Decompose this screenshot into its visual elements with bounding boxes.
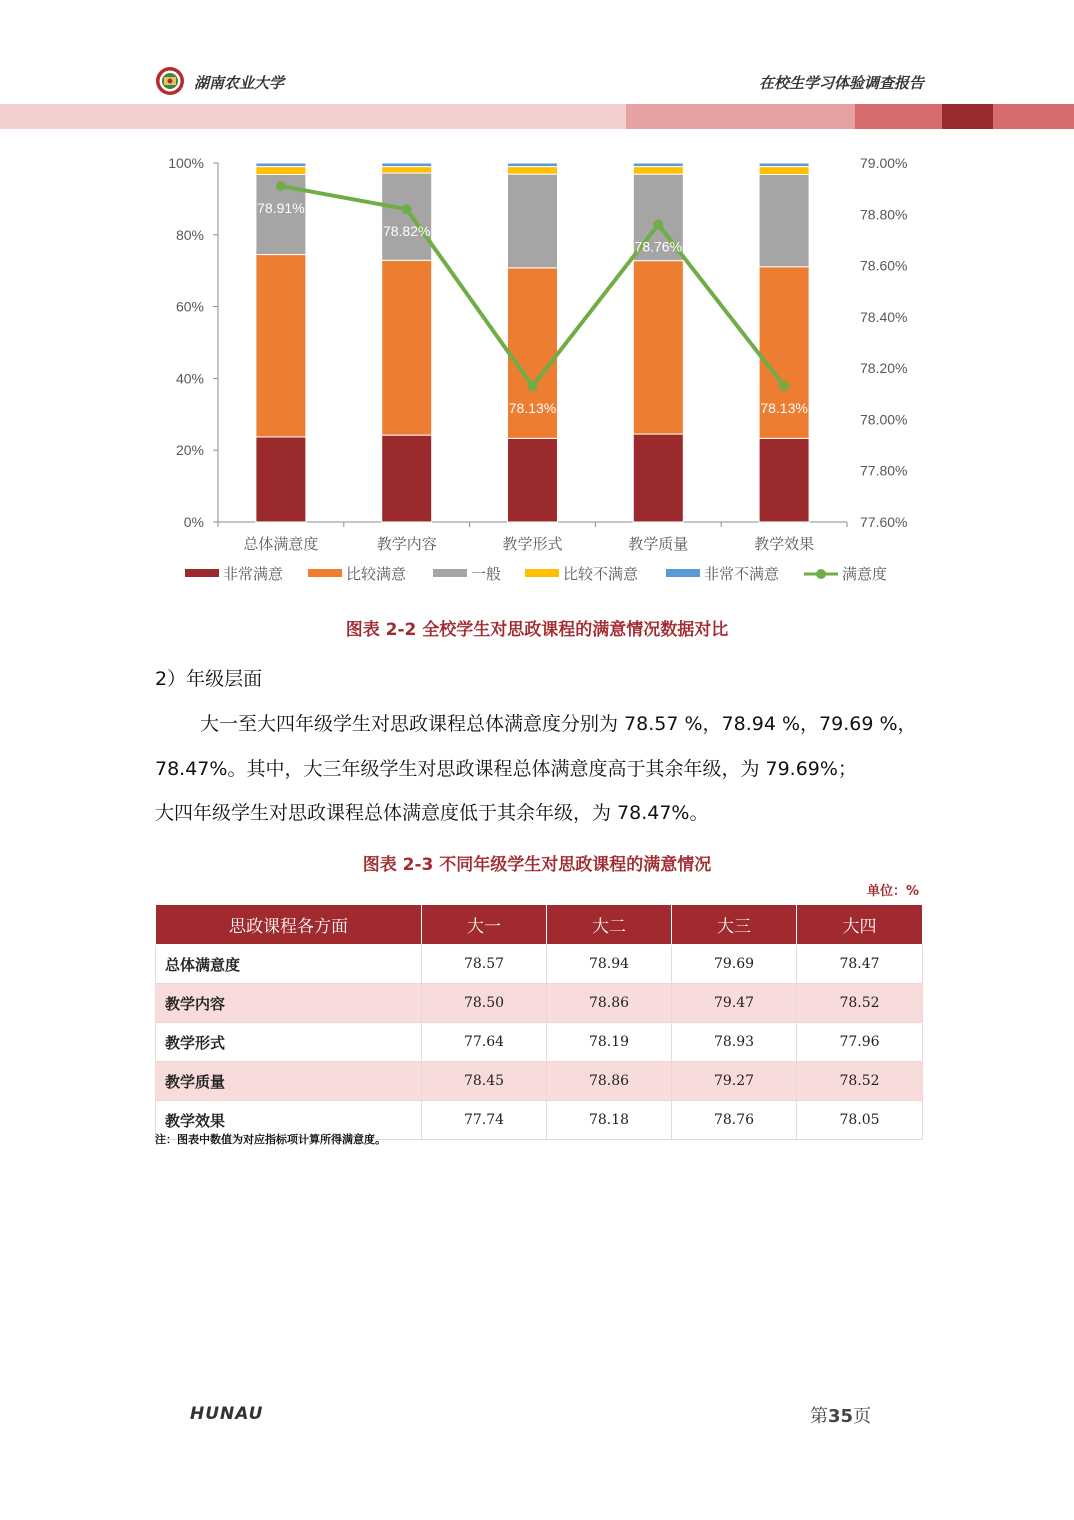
table-cell: 78.93 — [672, 1023, 797, 1062]
bar-segment — [759, 438, 809, 522]
table-cell: 78.47 — [797, 945, 923, 984]
table-cell: 78.52 — [797, 1062, 923, 1101]
table-cell: 78.50 — [422, 984, 547, 1023]
bar-segment — [382, 435, 432, 522]
page-prefix: 第 — [810, 1406, 828, 1427]
bar-segment — [382, 260, 432, 435]
row-label: 教学质量 — [156, 1062, 422, 1101]
header-band-light — [0, 104, 626, 129]
table-row — [156, 1062, 923, 1101]
bar-segment — [633, 434, 683, 522]
bar-segment — [759, 174, 809, 266]
bar-segment — [759, 163, 809, 167]
satisfaction-chart — [140, 145, 940, 595]
legend-line-marker — [816, 569, 826, 579]
university-seal-icon — [155, 66, 185, 96]
header-band-strong-end — [993, 104, 1074, 129]
grade-satisfaction-table — [155, 904, 923, 1140]
table-cell: 77.96 — [797, 1023, 923, 1062]
x-tick-label: 教学效果 — [754, 535, 815, 553]
table-cell: 78.57 — [422, 945, 547, 984]
bar-segment — [759, 167, 809, 175]
university-name: 湖南农业大学 — [194, 74, 285, 92]
table-cell: 79.69 — [672, 945, 797, 984]
y-right-tick-label: 78.60% — [860, 257, 908, 274]
legend-swatch — [666, 569, 700, 577]
satisfaction-point — [528, 381, 538, 391]
table-cell: 78.19 — [547, 1023, 672, 1062]
y-left-tick-label: 100% — [168, 155, 204, 171]
satisfaction-point — [779, 381, 789, 391]
satisfaction-point — [402, 204, 412, 214]
y-right-tick-label: 78.20% — [860, 360, 908, 377]
table-cell: 78.94 — [547, 945, 672, 984]
row-label: 教学效果 — [156, 1101, 422, 1140]
bar-segment — [508, 163, 558, 167]
row-label: 教学形式 — [156, 1023, 422, 1062]
bar-segment — [633, 167, 683, 175]
y-right-tick-label: 79.00% — [860, 155, 908, 171]
header-grade-4: 大四 — [797, 905, 923, 945]
table-cell: 78.76 — [672, 1101, 797, 1140]
y-left-tick-label: 60% — [175, 298, 204, 315]
bar-segment — [256, 167, 306, 175]
paragraph-line-1: 大一至大四年级学生对思政课程总体满意度分别为 78.57 %，78.94 %，79.69 %， — [200, 713, 917, 735]
legend-label: 满意度 — [842, 565, 888, 583]
bar-segment — [256, 437, 306, 522]
table-row — [156, 984, 923, 1023]
row-label: 教学内容 — [156, 984, 422, 1023]
table-cell: 78.52 — [797, 984, 923, 1023]
satisfaction-data-label: 78.91% — [257, 200, 305, 217]
y-left-tick-label: 40% — [175, 370, 204, 387]
page-number-value: 35 — [828, 1406, 854, 1427]
table-row — [156, 1023, 923, 1062]
table-cell: 78.86 — [547, 984, 672, 1023]
y-right-tick-label: 77.60% — [860, 514, 908, 530]
table-cell: 78.45 — [422, 1062, 547, 1101]
legend-label: 一般 — [471, 565, 502, 583]
section-heading: 2）年级层面 — [155, 668, 263, 690]
table-cell: 79.27 — [672, 1062, 797, 1101]
legend-swatch — [308, 569, 342, 577]
bar-segment — [633, 261, 683, 434]
page-suffix: 页 — [853, 1406, 872, 1427]
bar-segment — [256, 255, 306, 437]
header-grade-2: 大二 — [547, 905, 672, 945]
footer-logo-text: HUNAU — [190, 1404, 264, 1424]
report-title: 在校生学习体验调查报告 — [758, 74, 924, 92]
table-note: 注：图表中数值为对应指标项计算所得满意度。 — [155, 1133, 386, 1146]
satisfaction-data-label: 78.76% — [634, 238, 683, 255]
satisfaction-data-label: 78.82% — [382, 223, 431, 240]
bar-segment — [382, 173, 432, 260]
page-header — [0, 60, 1074, 104]
bar-segment — [508, 438, 558, 522]
page-number — [810, 1402, 871, 1428]
table-cell: 78.86 — [547, 1062, 672, 1101]
y-right-tick-label: 78.40% — [860, 308, 908, 325]
table-cell: 77.74 — [422, 1101, 547, 1140]
satisfaction-data-label: 78.13% — [508, 400, 557, 417]
unit-label: 单位：% — [866, 884, 919, 899]
legend-label: 比较不满意 — [563, 565, 639, 583]
bar-segment — [508, 167, 558, 175]
bar-segment — [256, 163, 306, 167]
table-row — [156, 945, 923, 984]
satisfaction-data-label: 78.13% — [760, 400, 808, 417]
table-header-row — [156, 905, 923, 945]
header-aspect: 思政课程各方面 — [156, 905, 422, 945]
header-band-dark — [942, 104, 993, 129]
satisfaction-point — [276, 181, 286, 191]
bar-segment — [382, 167, 432, 173]
table-cell: 79.47 — [672, 984, 797, 1023]
legend-label: 非常不满意 — [704, 565, 780, 583]
legend-label: 比较满意 — [346, 565, 407, 583]
y-left-tick-label: 80% — [175, 226, 204, 243]
table-cell: 78.05 — [797, 1101, 923, 1140]
x-tick-label: 教学形式 — [502, 535, 563, 553]
x-tick-label: 教学质量 — [628, 535, 689, 553]
y-left-tick-label: 20% — [175, 442, 204, 459]
table-cell: 78.18 — [547, 1101, 672, 1140]
y-left-tick-label: 0% — [183, 514, 204, 530]
table-cell: 77.64 — [422, 1023, 547, 1062]
paragraph-line-2: 78.47%。其中，大三年级学生对思政课程总体满意度高于其余年级，为 79.69%； — [155, 758, 857, 780]
legend-swatch — [185, 569, 219, 577]
x-tick-label: 总体满意度 — [243, 535, 319, 553]
paragraph-line-3: 大四年级学生对思政课程总体满意度低于其余年级，为 78.47%。 — [155, 802, 709, 824]
bar-segment — [382, 163, 432, 167]
y-right-tick-label: 77.80% — [860, 462, 908, 479]
header-band-strong — [855, 104, 942, 129]
row-label: 总体满意度 — [156, 945, 422, 984]
bar-segment — [508, 174, 558, 268]
x-tick-label: 教学内容 — [376, 535, 437, 553]
y-right-tick-label: 78.00% — [860, 411, 908, 428]
chart-caption: 图表 2-2 全校学生对思政课程的满意情况数据对比 — [345, 620, 729, 640]
header-grade-3: 大三 — [672, 905, 797, 945]
bar-segment — [633, 163, 683, 167]
legend-swatch — [433, 569, 467, 577]
legend-swatch — [525, 569, 559, 577]
header-grade-1: 大一 — [422, 905, 547, 945]
table-caption: 图表 2-3 不同年级学生对思政课程的满意情况 — [362, 855, 712, 875]
legend-label: 非常满意 — [223, 565, 284, 583]
y-right-tick-label: 78.80% — [860, 206, 908, 223]
satisfaction-point — [653, 220, 663, 230]
header-band-medium — [626, 104, 855, 129]
